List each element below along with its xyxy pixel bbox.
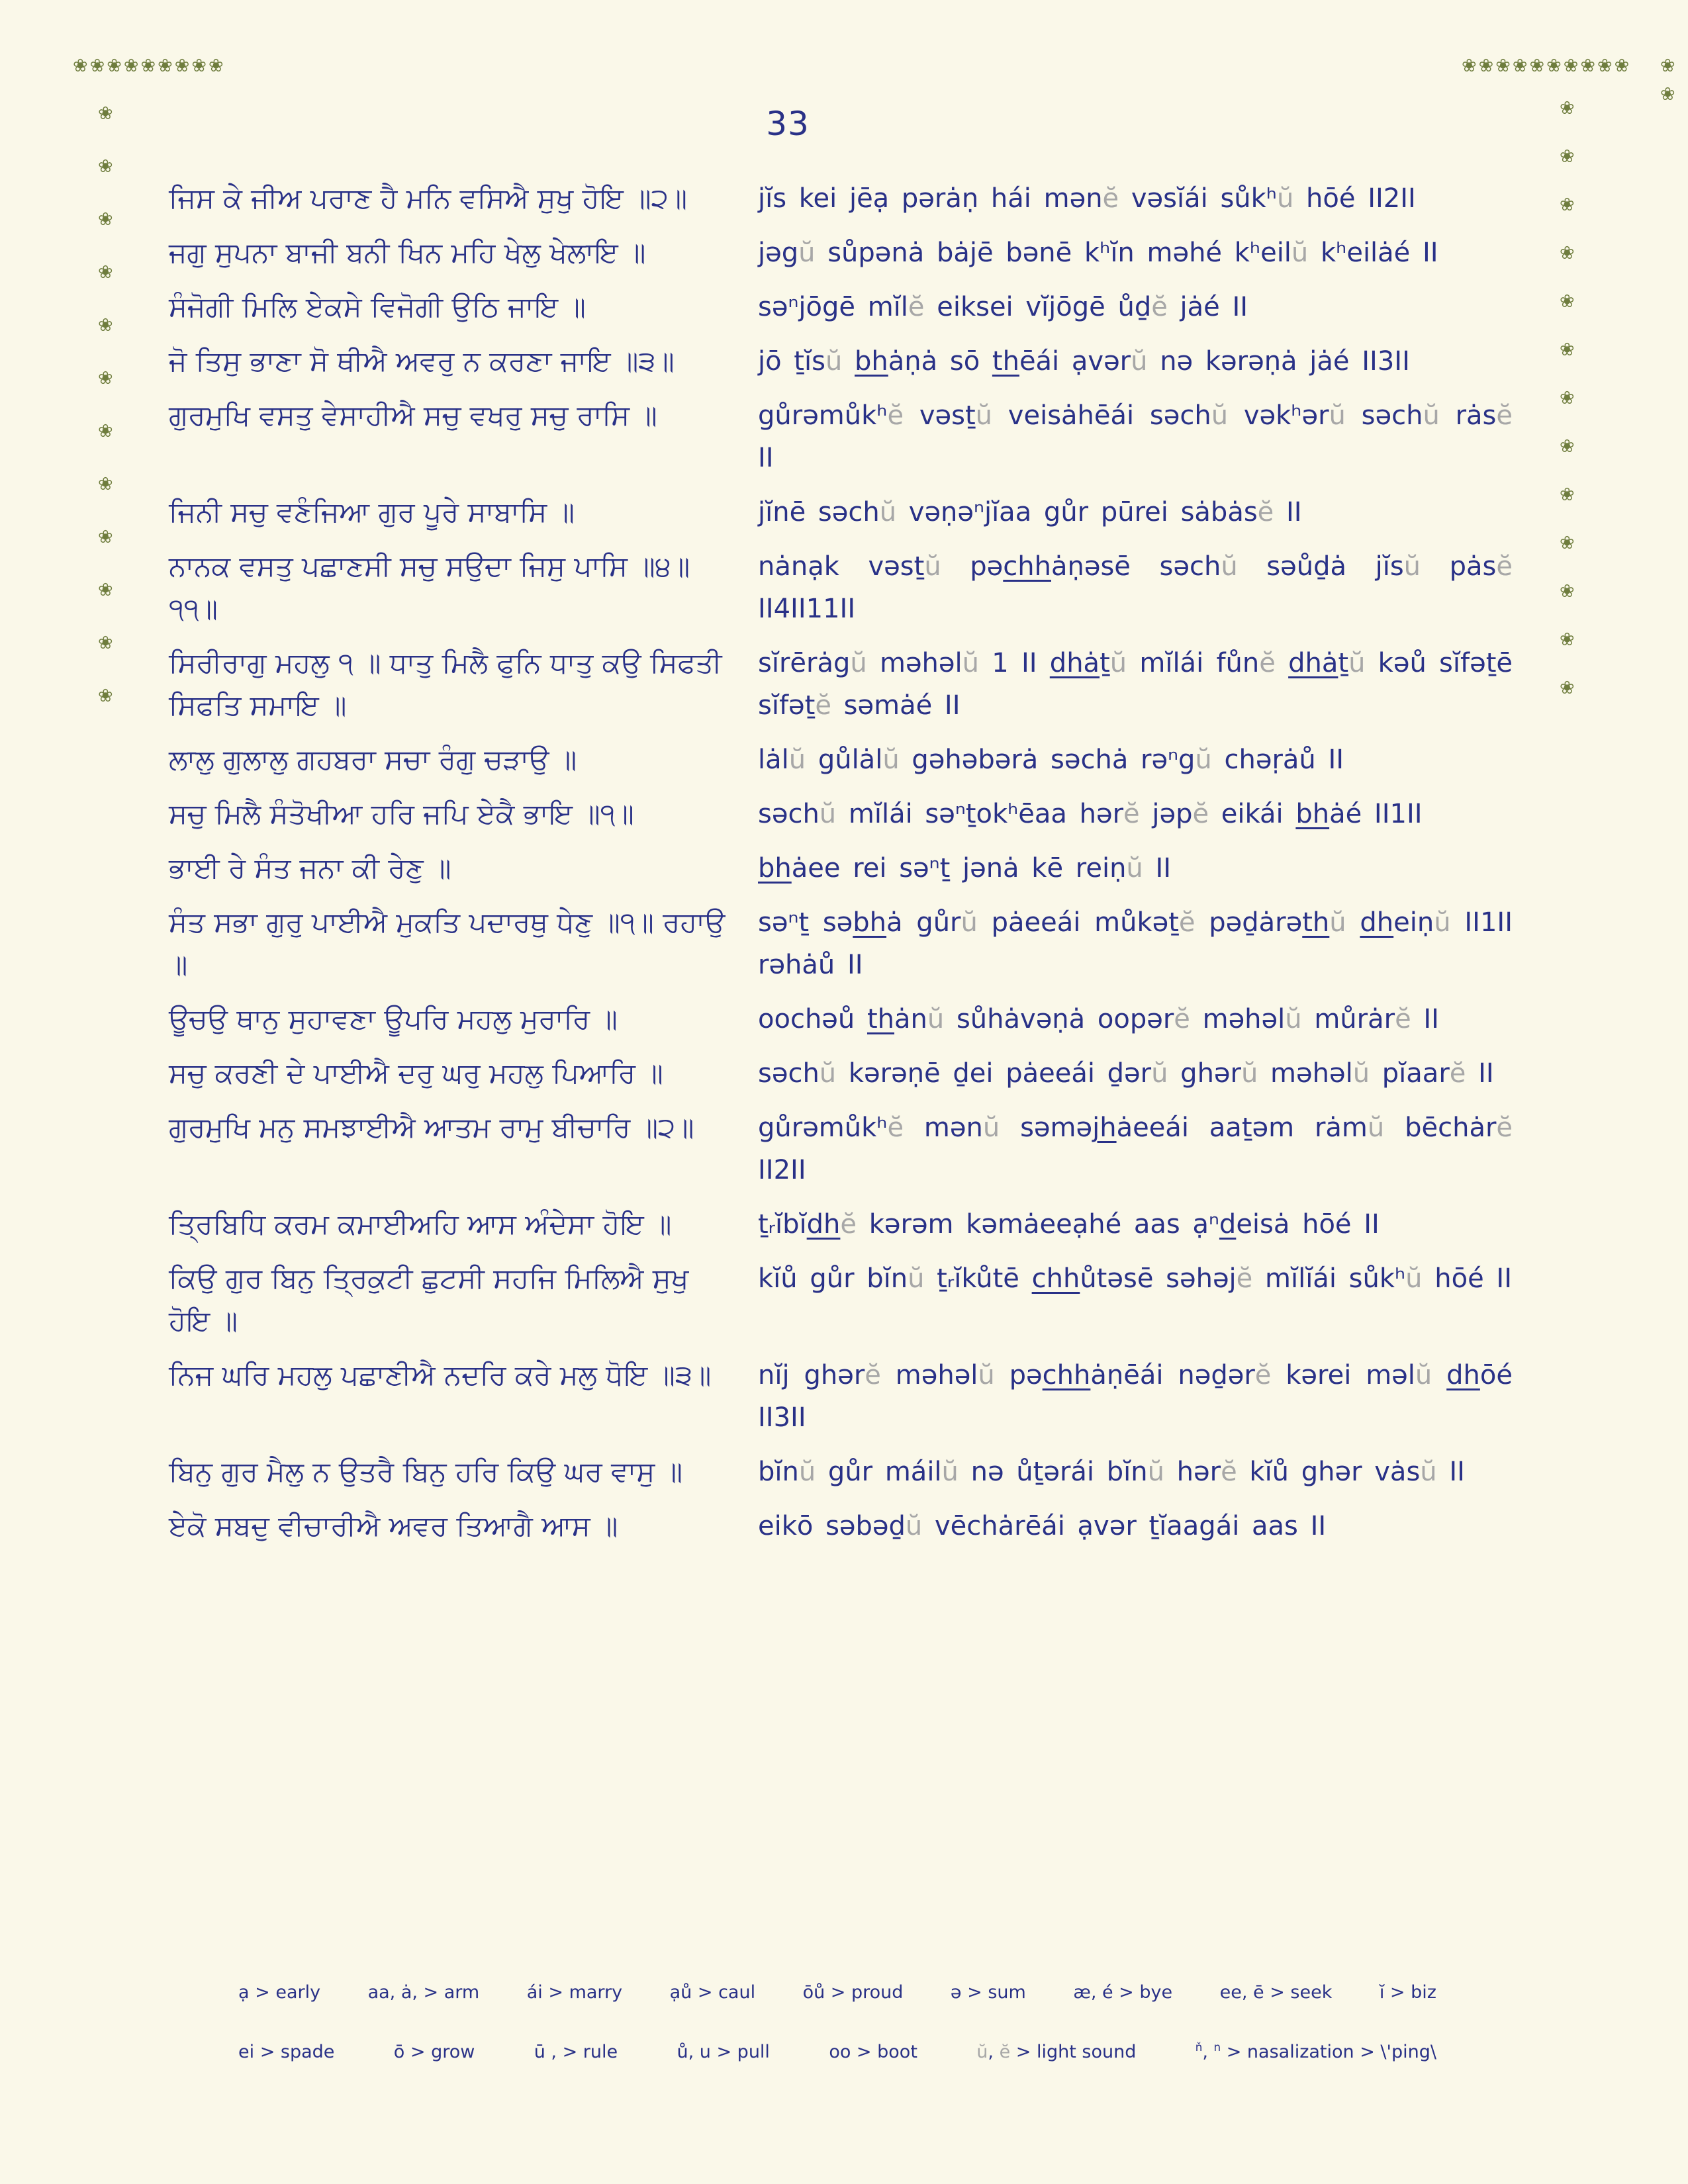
flower-icon: ❀ <box>1560 340 1575 360</box>
gurmukhi-text: ਏਕੋ ਸਬਦੁ ਵੀਚਾਰੀਐ ਅਵਰ ਤਿਆਗੈ ਆਸ ॥ <box>169 1510 618 1542</box>
gurmukhi-text: ਸਿਰੀਰਾਗੁ ਮਹਲੁ ੧ ॥ ਧਾਤੁ ਮਿਲੈ ਫੁਨਿ ਧਾਤੁ ਕਉ ਸਿਫਤੀ ਸਿਫਤਿ ਸਮਾਇ ॥ <box>169 647 722 721</box>
legend-item: oo > boot <box>829 2042 917 2063</box>
transliteration-text: səⁿjōgē mĭlĕ eiksei vĭjōgē ůḏĕ jȧé II <box>758 292 1248 322</box>
flower-icon: ❀ <box>98 368 113 388</box>
flower-icon: ❀ <box>1560 146 1575 167</box>
flower-icon: ❀ <box>1560 484 1575 505</box>
verse-row <box>169 642 1513 727</box>
flower-icon: ❀ <box>1512 56 1528 76</box>
gurmukhi-text: ਸੰਜੋਗੀ ਮਿਲਿ ਏਕਸੇ ਵਿਜੋਗੀ ਉਠਿ ਜਾਇ ॥ <box>169 291 586 323</box>
ornament-row-top-right <box>1462 57 1631 75</box>
verse-row <box>169 1505 1513 1547</box>
verse-row <box>169 1052 1513 1095</box>
flower-icon: ❀ <box>1560 243 1575 263</box>
flower-icon: ❀ <box>98 209 113 230</box>
flower-icon: ❀ <box>98 315 113 336</box>
verse-row <box>169 1107 1513 1191</box>
transliteration-text: bhȧee rei səⁿṯ jənȧ kē reiṇŭ II <box>758 853 1172 884</box>
flower-icon: ❀ <box>1560 629 1575 650</box>
flower-icon: ❀ <box>1560 678 1575 698</box>
transliteration-text: nȧnạk vəsṯŭ pəchhȧṇəsē səchŭ səůḏȧ jĭsŭ pȧsĕ II4II11II <box>758 551 1513 624</box>
flower-icon: ❀ <box>1560 533 1575 553</box>
flower-icon: ❀ <box>1560 291 1575 312</box>
transliteration-text: nĭj ghərĕ məhəlŭ pəchhȧṇēái nəḏərĕ kərei məlŭ dhōé II3II <box>758 1360 1513 1433</box>
verse-row <box>169 793 1513 835</box>
flower-icon: ❀ <box>98 421 113 441</box>
flower-icon: ❀ <box>107 56 122 76</box>
flower-icon: ❀ <box>1560 98 1575 118</box>
flower-icon: ❀ <box>98 580 113 600</box>
gurmukhi-text: ਜਿਨੀ ਸਚੁ ਵਣੰਜਿਆ ਗੁਰ ਪੂਰੇ ਸਾਬਾਸਿ ॥ <box>169 496 575 528</box>
gurmukhi-text: ਬਿਨੁ ਗੁਰ ਮੈਲੁ ਨ ਉਤਰੈ ਬਿਨੁ ਹਰਿ ਕਿਉ ਘਰ ਵਾਸੁ ॥ <box>169 1455 683 1488</box>
legend-item: ĭ > biz <box>1379 1982 1436 2003</box>
flower-icon: ❀ <box>98 633 113 653</box>
verse-row <box>169 901 1513 986</box>
flower-icon: ❀ <box>1478 56 1494 76</box>
legend-row-1 <box>238 1982 1436 2003</box>
flower-icon: ❀ <box>1560 436 1575 457</box>
ornament-corner-right <box>1660 57 1675 114</box>
flower-icon: ❀ <box>1560 195 1575 215</box>
transliteration-text: jō ṯĭsŭ bhȧṇȧ sō thēái ạvərŭ nə kərəṇȧ jȧé II3II <box>758 346 1410 377</box>
flower-icon: ❀ <box>158 56 173 76</box>
gurmukhi-text: ਸੰਤ ਸਭਾ ਗੁਰੁ ਪਾਈਐ ਮੁਕਤਿ ਪਦਾਰਥੁ ਧੇਣੁ ॥੧॥ ਰਹਾਉ ॥ <box>169 906 726 981</box>
flower-icon: ❀ <box>98 103 113 124</box>
verse-row <box>169 177 1513 220</box>
gurmukhi-text: ਗੁਰਮੁਖਿ ਮਨੁ ਸਮਝਾਈਐ ਆਤਮ ਰਾਮੁ ਬੀਚਾਰਿ ॥੨॥ <box>169 1111 694 1144</box>
ornament-column-left <box>98 105 113 740</box>
gurmukhi-text: ਭਾਈ ਰੇ ਸੰਤ ਜਨਾ ਕੀ ਰੇਣੁ ॥ <box>169 852 451 884</box>
gurmukhi-text: ਨਾਨਕ ਵਸਤੁ ਪਛਾਣਸੀ ਸਚੁ ਸਉਦਾ ਜਿਸੁ ਪਾਸਿ ॥੪॥੧੧॥ <box>169 550 690 625</box>
flower-icon: ❀ <box>98 156 113 177</box>
legend-item: ō > grow <box>393 2042 475 2063</box>
flower-icon: ❀ <box>1660 84 1675 105</box>
flower-icon: ❀ <box>1546 56 1562 76</box>
flower-icon: ❀ <box>89 56 105 76</box>
flower-icon: ❀ <box>1580 56 1595 76</box>
flower-icon: ❀ <box>1560 388 1575 408</box>
legend-item: ee, ē > seek <box>1219 1982 1333 2003</box>
flower-icon: ❀ <box>1597 56 1613 76</box>
transliteration-text: gůrəmůkʰĕ mənŭ səməjhȧeeái aaṯəm rȧmŭ bēchȧrĕ II2II <box>758 1113 1513 1185</box>
verse-row <box>169 286 1513 328</box>
page-number: 33 <box>766 105 810 143</box>
flower-icon: ❀ <box>140 56 156 76</box>
verse-row <box>169 739 1513 781</box>
gurmukhi-text: ਜੋ ਤਿਸੁ ਭਾਣਾ ਸੋ ਥੀਐ ਅਵਰੁ ਨ ਕਰਣਾ ਜਾਇ ॥੩॥ <box>169 345 675 377</box>
verse-row <box>169 340 1513 383</box>
transliteration-text: ṯᵣĭbĭdhĕ kərəm kəmȧeeạhé aas ạⁿdeisȧ hōé II <box>758 1209 1380 1240</box>
legend-item: ū , > rule <box>534 2042 618 2063</box>
legend-item: aa, ȧ, > arm <box>367 1982 480 2003</box>
transliteration-text: gůrəmůkʰĕ vəsṯŭ veisȧhēái səchŭ vəkʰərŭ səchŭ rȧsĕ II <box>758 400 1513 473</box>
verse-row <box>169 1257 1513 1342</box>
legend-item: ái > marry <box>526 1982 623 2003</box>
verse-row <box>169 491 1513 533</box>
verse-row <box>169 545 1513 630</box>
flower-icon: ❀ <box>98 527 113 547</box>
legend-item: ə > sum <box>950 1982 1026 2003</box>
verse-row <box>169 232 1513 274</box>
flower-icon: ❀ <box>1660 56 1675 76</box>
ornament-row-top-left <box>73 57 226 75</box>
flower-icon: ❀ <box>123 56 139 76</box>
flower-icon: ❀ <box>73 56 88 76</box>
gurmukhi-text: ਲਾਲੁ ਗੁਲਾਲੁ ਗਹਬਰਾ ਸਚਾ ਰੰਗੁ ਚੜਾਉ ॥ <box>169 743 577 776</box>
legend-row-2 <box>238 2042 1436 2063</box>
gurmukhi-text: ਸਚੁ ਮਿਲੈ ਸੰਤੋਖੀਆ ਹਰਿ ਜਪਿ ਏਕੈ ਭਾਇ ॥੧॥ <box>169 797 634 830</box>
transliteration-text: lȧlŭ gůlȧlŭ gəhəbərȧ səchȧ rəⁿgŭ chəṛȧů II <box>758 745 1344 775</box>
flower-icon: ❀ <box>209 56 224 76</box>
transliteration-text: eikō səbəḏŭ vēchȧrēái ạvər ṯĭaagái aas II <box>758 1511 1327 1541</box>
flower-icon: ❀ <box>98 474 113 494</box>
gurmukhi-text: ਸਚੁ ਕਰਣੀ ਦੇ ਪਾਈਐ ਦਰੁ ਘਰੁ ਮਹਲੁ ਪਿਆਰਿ ॥ <box>169 1057 663 1089</box>
transliteration-text: sĭrērȧgŭ məhəlŭ 1 II dhȧṯŭ mĭlái fůnĕ dhȧṯŭ kəů sĭfəṯē sĭfəṯĕ səmȧé II <box>758 648 1513 721</box>
flower-icon: ❀ <box>1462 56 1477 76</box>
verse-list <box>169 177 1513 1559</box>
transliteration-text: kĭů gůr bĭnŭ ṯᵣĭkůtē chhůtəsē səhəjĕ mĭlĭái sůkʰŭ hōé II <box>758 1263 1512 1294</box>
flower-icon: ❀ <box>1614 56 1630 76</box>
gurmukhi-text: ਨਿਜ ਘਰਿ ਮਹਲੁ ਪਛਾਣੀਐ ਨਦਰਿ ਕਰੇ ਮਲੁ ਧੋਇ ॥੩॥ <box>169 1359 712 1391</box>
verse-row <box>169 1354 1513 1439</box>
gurmukhi-text: ਜਿਸ ਕੇ ਜੀਅ ਪਰਾਣ ਹੈ ਮਨਿ ਵਸਿਐ ਸੁਖੁ ਹੋਇ ॥੨॥ <box>169 182 688 214</box>
legend-item: æ, é > bye <box>1073 1982 1173 2003</box>
flower-icon: ❀ <box>174 56 190 76</box>
flower-icon: ❀ <box>98 686 113 706</box>
verse-row <box>169 1451 1513 1493</box>
verse-row <box>169 847 1513 889</box>
flower-icon: ❀ <box>1563 56 1579 76</box>
transliteration-text: oochəů thȧnŭ sůhȧvəṇȧ oopərĕ məhəlŭ můrȧrĕ II <box>758 1004 1439 1034</box>
verse-row <box>169 394 1513 479</box>
gurmukhi-text: ਕਿਉ ਗੁਰ ਬਿਨੁ ਤ੍ਰਿਕੁਟੀ ਛੁਟਸੀ ਸਹਜਿ ਮਿਲਿਐ ਸੁਖੁ ਹੋਇ ॥ <box>169 1262 689 1337</box>
legend-item: ạ > early <box>238 1982 321 2003</box>
gurmukhi-text: ਗੁਰਮੁਖਿ ਵਸਤੁ ਵੇਸਾਹੀਐ ਸਚੁ ਵਖਰੁ ਸਚੁ ਰਾਸਿ ॥ <box>169 399 657 432</box>
transliteration-text: səchŭ mĭlái səⁿṯokʰēaa hərĕ jəpĕ eikái bhȧé II1II <box>758 799 1423 829</box>
flower-icon: ❀ <box>1560 581 1575 602</box>
gurmukhi-text: ਜਗੁ ਸੁਪਨਾ ਬਾਜੀ ਬਨੀ ਖਿਨ ਮਹਿ ਖੇਲੁ ਖੇਲਾਇ ॥ <box>169 236 646 269</box>
legend-item: ei > spade <box>238 2042 335 2063</box>
legend-item: ŭ, ĕ > light sound <box>976 2042 1137 2063</box>
legend-item: ōů > proud <box>802 1982 904 2003</box>
transliteration-text: bĭnŭ gůr máilŭ nə ůṯərái bĭnŭ hərĕ kĭů ghər vȧsŭ II <box>758 1457 1465 1487</box>
transliteration-text: səchŭ kərəṇē ḏei pȧeeái ḏərŭ ghərŭ məhəlŭ pĭaarĕ II <box>758 1058 1494 1089</box>
flower-icon: ❀ <box>98 262 113 283</box>
transliteration-text: jəgŭ sůpənȧ bȧjē bənē kʰĭn məhé kʰeilŭ kʰeilȧé II <box>758 238 1438 268</box>
legend-item: $^ň$, $^n$ > nasalization > \'ping\ <box>1195 2040 1436 2063</box>
transliteration-text: jĭs kei jēạ pərȧṇ hái mənĕ vəsĭái sůkʰŭ hōé II2II <box>758 183 1416 214</box>
gurmukhi-text: ਊਚਉ ਥਾਨੁ ਸੁਹਾਵਣਾ ਊਪਰਿ ਮਹਲੁ ਮੁਰਾਰਿ ॥ <box>169 1003 618 1035</box>
flower-icon: ❀ <box>1495 56 1511 76</box>
verse-row <box>169 998 1513 1040</box>
legend-item: ů, u > pull <box>677 2042 770 2063</box>
flower-icon: ❀ <box>1529 56 1545 76</box>
ornament-column-right <box>1560 99 1575 727</box>
flower-icon: ❀ <box>191 56 207 76</box>
verse-row <box>169 1203 1513 1246</box>
pronunciation-legend <box>238 1982 1436 2102</box>
gurmukhi-text: ਤ੍ਰਿਬਿਧਿ ਕਰਮ ਕਮਾਈਅਹਿ ਆਸ ਅੰਦੇਸਾ ਹੋਇ ॥ <box>169 1208 672 1240</box>
transliteration-text: səⁿṯ səbhȧ gůrŭ pȧeeái můkəṯĕ pəḏȧrəthŭ dheiṇŭ II1II rəhȧů II <box>758 907 1513 980</box>
transliteration-text: jĭnē səchŭ vəṇəⁿjĭaa gůr pūrei sȧbȧsĕ II <box>758 497 1302 527</box>
legend-item: ạů > caul <box>669 1982 756 2003</box>
